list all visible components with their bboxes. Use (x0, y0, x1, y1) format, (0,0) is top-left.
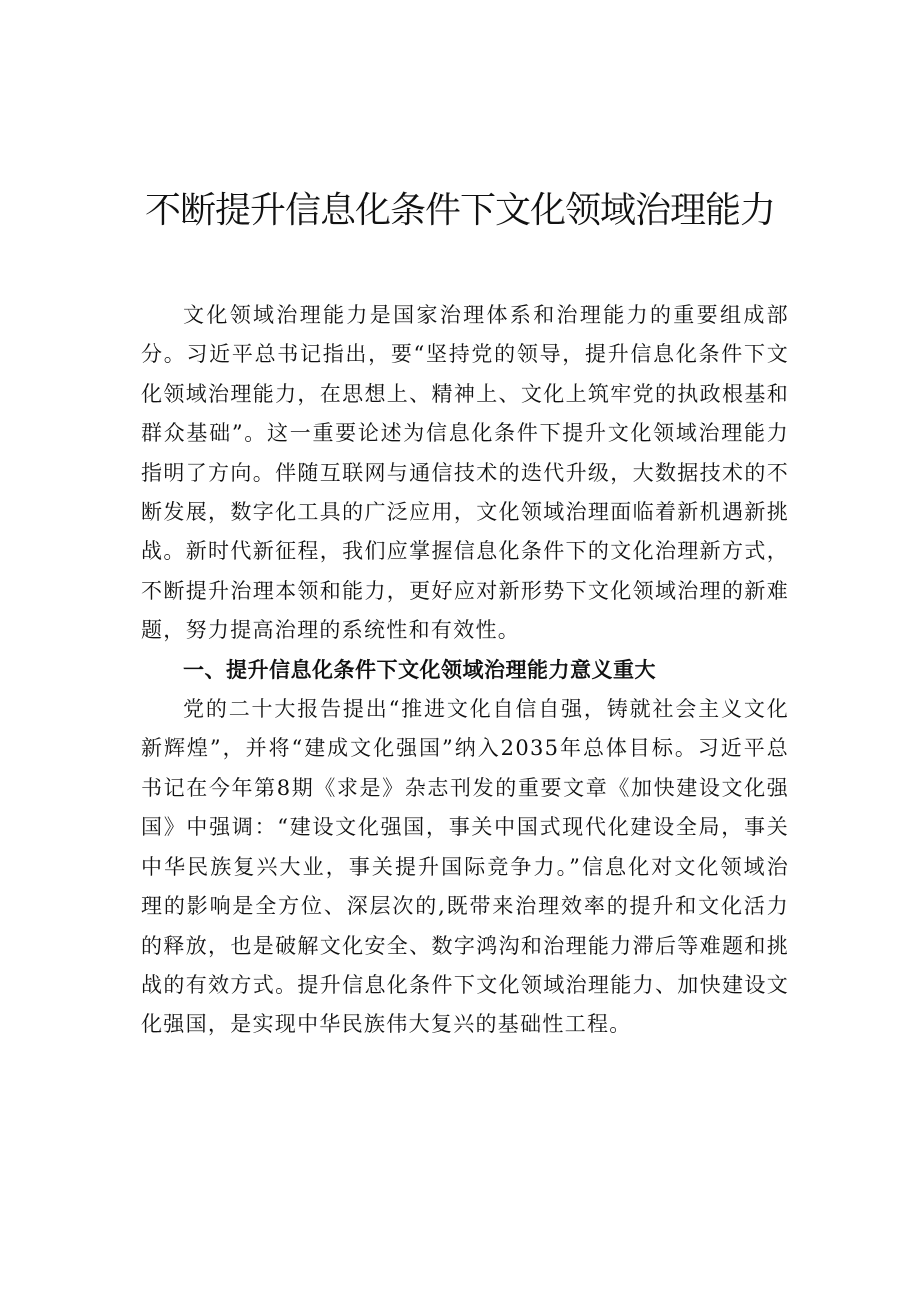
intro-paragraph: 文化领域治理能力是国家治理体系和治理能力的重要组成部分。习近平总书记指出，要“坚持党的领导，提升信息化条件下文化领域治理能力，在思想上、精神上、文化上筑牢党的执政根基和群众基础”。这一重要论述为信息化条件下提升文化领域治理能力指明了方向。伴随互联网与通信技术的迭代升级，大数据技术的不断发展，数字化工具的广泛应用，文化领域治理面临着新机遇新挑战。新时代新征程，我们应掌握信息化条件下的文化治理新方式，不断提升治理本领和能力，更好应对新形势下文化领域治理的新难题，努力提高治理的系统性和有效性。 (141, 303, 789, 643)
document-title: 不断提升信息化条件下文化领域治理能力 (144, 190, 775, 231)
section-1-paragraph: 党的二十大报告提出“推进文化自信自强，铸就社会主义文化新辉煌”，并将“建成文化强国”纳入2035年总体目标。习近平总书记在今年第8期《求是》杂志刊发的重要文章《加快建设文化强国》中强调：“建设文化强国，事关中国式现代化建设全局，事关中华民族复兴大业，事关提升国际竞争力。”信息化对文化领域治理的影响是全方位、深层次的,既带来治理效率的提升和文化活力的释放，也是破解文化安全、数字鸿沟和治理能力滞后等难题和挑战的有效方式。提升信息化条件下文化领域治理能力、加快建设文化强国，是实现中华民族伟大复兴的基础性工程。 (141, 697, 789, 1037)
section-1-heading: 一、提升信息化条件下文化领域治理能力意义重大 (183, 657, 656, 682)
document-body (141, 296, 789, 1045)
